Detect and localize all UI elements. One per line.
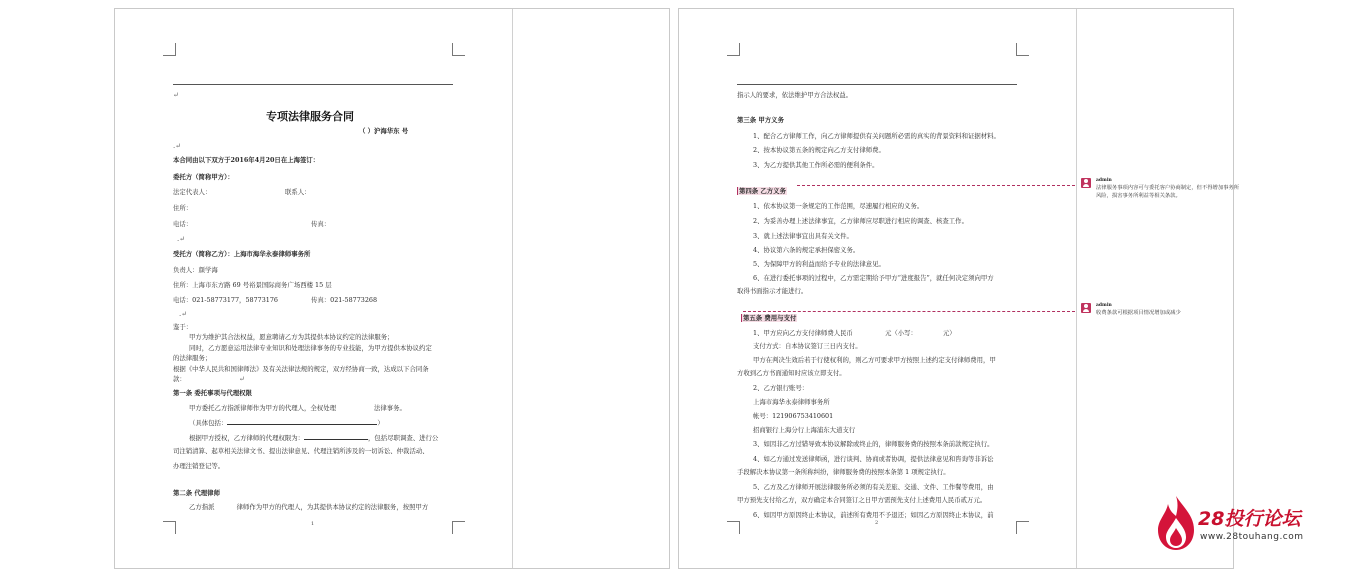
comment-author-icon bbox=[1081, 303, 1091, 313]
article-1-text: 办理注销登记等。 bbox=[173, 462, 225, 470]
header-rule bbox=[173, 84, 453, 85]
comment-text[interactable]: 法律服务事项内容可与委托客户协商制定，但不得增加事务所风险，损害事务所利益等相关条款。 bbox=[1096, 185, 1240, 199]
article-5-item: 甲方预先支付给乙方，双方确定本合同签订之日甲方需预先支付上述费用人民币贰万元。 bbox=[737, 496, 987, 504]
article-3-item: 1、配合乙方律师工作，向乙方律师提供有关问题所必需的真实的背景资料和证据材料。 bbox=[753, 132, 1000, 140]
crop-mark bbox=[163, 521, 176, 534]
watermark-brand: 28投行论坛 bbox=[1198, 508, 1301, 530]
article-4-heading[interactable]: 第四条 乙方义务 bbox=[739, 187, 786, 195]
article-4-item: 取得书面指示才能进行。 bbox=[737, 287, 808, 295]
article-1-text: 根据甲方授权，乙方律师的代理权限为： ，包括尽职调查、进行公 bbox=[189, 434, 439, 442]
article-5-item: 方收到乙方书面通知时应该立即支付。 bbox=[737, 369, 846, 377]
markup-pane bbox=[512, 9, 669, 568]
body-line: 指示人的要求，依法维护甲方合法权益。 bbox=[737, 91, 853, 99]
article-5-item: 招商银行上海分行上海浦东大道支行 bbox=[753, 426, 856, 434]
firm-label: 受托方（简称乙方）：上海市海华永泰律师事务所 bbox=[173, 250, 311, 258]
comment-connector bbox=[743, 311, 1075, 312]
whereas-clause: 同时，乙方愿意运用法律专业知识和处理法律事务的专业技能，为甲方提供本协议约定 bbox=[189, 344, 432, 352]
article-4-item: 3、就上述法律事宜出具有关文件。 bbox=[753, 232, 853, 240]
article-5-item: 上海市海华永泰律师事务所 bbox=[753, 398, 830, 406]
article-5-item: 支付方式：自本协议签订三日内支付。 bbox=[753, 342, 862, 350]
article-3-item: 3、为乙方提供其他工作所必需的便利条件。 bbox=[753, 161, 879, 169]
article-5-item: 4、如乙方通过发送律师函，进行谈判、协商或者协调，提供法律意见和咨询等非诉讼 bbox=[753, 455, 994, 463]
client-label: 委托方（简称甲方）： bbox=[173, 173, 234, 181]
article-5-item: 6、如因甲方原因终止本协议，前述所有费用不予退还；如因乙方原因终止本协议，前 bbox=[753, 511, 994, 519]
article-5-item: 甲方在判决生效后若于行使权利的，则乙方可要求甲方按照上述约定支付律师费用，甲 bbox=[753, 356, 996, 364]
article-1-text: 司注销清算、起草相关法律文书、提出法律意见、代理注销所涉及的一切诉讼、仲裁活动、 bbox=[173, 447, 429, 455]
paragraph-mark: .↵ bbox=[179, 310, 188, 318]
comment-text[interactable]: 收费条款可根据项目情况增加或减少 bbox=[1096, 310, 1181, 316]
paragraph-mark: .↵ bbox=[173, 142, 182, 150]
crop-mark bbox=[727, 43, 740, 56]
article-5-item: 3、如因非乙方过错导致本协议解除或终止的，律师服务费的按照本条前款规定执行。 bbox=[753, 440, 994, 448]
markup-pane bbox=[1076, 9, 1233, 568]
comment-author: admin bbox=[1096, 303, 1112, 308]
article-5-item: 手段解决本协议第一条所称纠纷，律师服务费的按照本条第 1 项规定执行。 bbox=[737, 468, 950, 476]
crop-mark bbox=[1016, 43, 1029, 56]
paragraph-mark: .↵ bbox=[177, 235, 186, 243]
comment-author: admin bbox=[1096, 178, 1112, 183]
legal-rep-field: 法定代表人： bbox=[173, 188, 212, 196]
header-rule bbox=[737, 84, 1017, 85]
firm-phone: 电话：021-58773177，58773176 bbox=[173, 296, 278, 304]
article-3-heading: 第三条 甲方义务 bbox=[737, 116, 784, 124]
article-5-heading[interactable]: 第五条 费用与支付 bbox=[743, 314, 797, 322]
whereas-clause: 根据《中华人民共和国律师法》及有关法律法规的规定，双方经协商一致，达成以下合同条 bbox=[173, 365, 429, 373]
article-4-item: 4、协议第六条的规定承担保密义务。 bbox=[753, 246, 860, 254]
phone-field: 电话： bbox=[173, 220, 193, 228]
article-4-item: 2、为妥善办理上述法律事宜，乙方律师应尽职进行相应的调查、核查工作。 bbox=[753, 217, 968, 225]
page-number: 1 bbox=[311, 521, 315, 527]
fax-field: 传真： bbox=[311, 220, 331, 228]
article-1-text: 甲方委托乙方指派律师作为甲方的代理人，全权处理 法律事务。 bbox=[189, 404, 406, 412]
firm-fax: 传真：021-58773268 bbox=[311, 296, 378, 304]
comment-author-icon bbox=[1081, 178, 1091, 188]
article-4-item: 1、依本协议第一条规定的工作范围，尽速履行相应的义务。 bbox=[753, 202, 924, 210]
paragraph-mark: ↵ bbox=[239, 375, 245, 383]
whereas-clause: 款： bbox=[173, 375, 186, 383]
crop-mark bbox=[727, 521, 740, 534]
article-3-item: 2、按本协议第五条的规定向乙方支付律师费。 bbox=[753, 146, 885, 154]
contact-field: 联系人： bbox=[285, 188, 311, 196]
firm-head: 负责人：颜学海 bbox=[173, 266, 218, 274]
flame-icon bbox=[1154, 494, 1198, 552]
document-title: 专项法律服务合同 bbox=[266, 110, 354, 123]
crop-mark bbox=[452, 43, 465, 56]
article-4-item: 6、在进行委托事项的过程中，乙方需定期给予甲方“进度报告”，就任何决定须向甲方 bbox=[753, 274, 994, 282]
comment-connector bbox=[797, 185, 1075, 186]
article-4-item: 5、为保障甲方的利益而给予专业的法律意见。 bbox=[753, 260, 885, 268]
firm-address: 住所：上海市东方路 69 号裕景国际商务广场西楼 15 层 bbox=[173, 281, 332, 289]
watermark-url: www.28touhang.com bbox=[1200, 532, 1304, 542]
paragraph-mark: ↵ bbox=[173, 91, 179, 99]
watermark-logo bbox=[1154, 494, 1324, 554]
address-field: 住所： bbox=[173, 204, 193, 212]
article-2-text: 乙方指派 律师作为甲方的代理人，为其提供本协议约定的法律服务，按照甲方 bbox=[189, 503, 429, 511]
article-5-item: 2、乙方银行账号： bbox=[753, 384, 809, 392]
contract-number: （ ）沪海华东 号 bbox=[359, 127, 409, 135]
article-5-item: 5、乙方及乙方律师开展法律服务所必须的有关差旅、交通、文件、工作餐等费用，由 bbox=[753, 483, 994, 491]
document-page-2 bbox=[678, 8, 1240, 569]
whereas-label: 鉴于： bbox=[173, 323, 193, 331]
page-number: 2 bbox=[875, 520, 879, 526]
article-5-item: 1、甲方应向乙方支付律师费人民币 元（小写： 元） bbox=[753, 329, 956, 337]
crop-mark bbox=[452, 521, 465, 534]
crop-mark bbox=[163, 43, 176, 56]
whereas-clause: 的法律服务； bbox=[173, 354, 212, 362]
document-page-1 bbox=[114, 8, 670, 569]
article-5-item: 帐号：121906753410601 bbox=[753, 412, 834, 420]
crop-mark bbox=[1016, 521, 1029, 534]
article-1-heading: 第一条 委托事项与代理权限 bbox=[173, 389, 252, 397]
article-1-text: （具体包括： ） bbox=[189, 419, 384, 427]
article-2-heading: 第二条 代理律师 bbox=[173, 489, 220, 497]
whereas-clause: 甲方为维护其合法权益，愿意聘请乙方为其提供本协议约定的法律服务； bbox=[189, 333, 394, 341]
intro-line: 本合同由以下双方于2016年4月20日在上海签订： bbox=[173, 156, 320, 164]
